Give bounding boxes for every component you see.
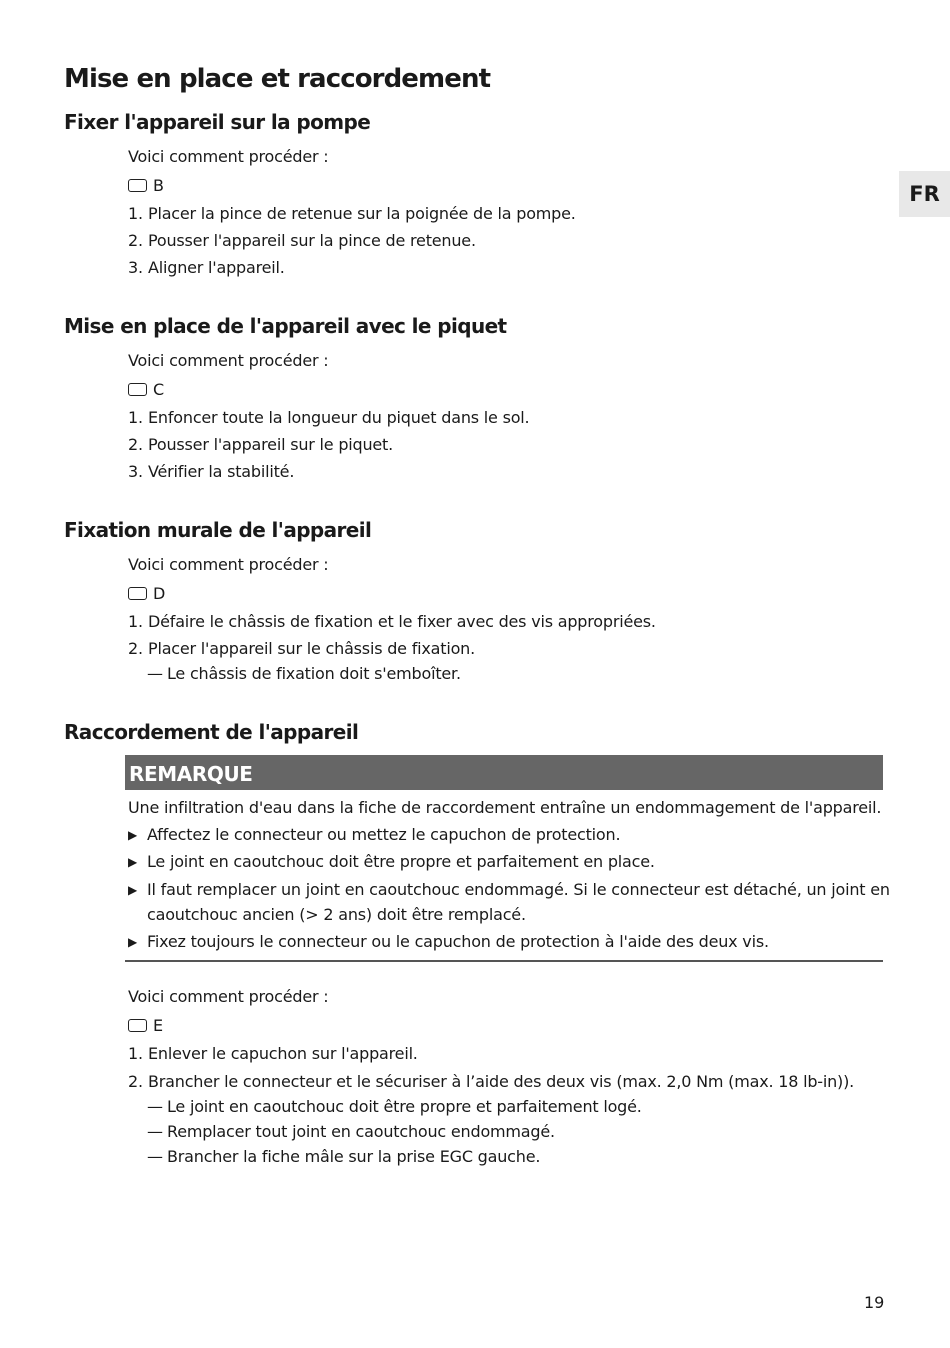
result-item: — Brancher la fiche mâle sur la prise EGC gauche. bbox=[147, 1147, 541, 1166]
figure-icon bbox=[128, 383, 147, 396]
list-item: 3. Aligner l'appareil. bbox=[128, 258, 285, 277]
result-item: — Le joint en caoutchouc doit être propre et parfaitement logé. bbox=[147, 1097, 642, 1116]
figure-reference: D bbox=[128, 584, 165, 603]
intro-text: Voici comment procéder : bbox=[128, 351, 329, 370]
result-item: — Le châssis de fixation doit s'emboîter. bbox=[147, 664, 461, 683]
notice-bullet: ▶ Il faut remplacer un joint en caoutchouc endommagé. Si le connecteur est détaché, un joint en bbox=[128, 880, 890, 899]
list-item: 1. Enfoncer toute la longueur du piquet dans le sol. bbox=[128, 408, 530, 427]
figure-reference: B bbox=[128, 176, 164, 195]
notice-text: Une infiltration d'eau dans la fiche de raccordement entraîne un endommagement de l'appareil. bbox=[128, 798, 882, 817]
list-item: 1. Défaire le châssis de fixation et le fixer avec des vis appropriées. bbox=[128, 612, 656, 631]
figure-icon bbox=[128, 1019, 147, 1032]
page-title: Mise en place et raccordement bbox=[64, 64, 491, 94]
list-item: 1. Placer la pince de retenue sur la poignée de la pompe. bbox=[128, 204, 576, 223]
notice-divider bbox=[125, 960, 883, 962]
section-title-wall: Fixation murale de l'appareil bbox=[64, 518, 372, 542]
intro-text: Voici comment procéder : bbox=[128, 555, 329, 574]
language-tab: FR bbox=[899, 171, 950, 217]
list-item: 2. Brancher le connecteur et le sécuriser à l’aide des deux vis (max. 2,0 Nm (max. 18 lb-in)). bbox=[128, 1072, 855, 1091]
list-item: 2. Placer l'appareil sur le châssis de fixation. bbox=[128, 639, 475, 658]
notice-bullet: ▶ Le joint en caoutchouc doit être propre et parfaitement en place. bbox=[128, 852, 655, 871]
notice-bullet: ▶ Fixez toujours le connecteur ou le capuchon de protection à l'aide des deux vis. bbox=[128, 932, 769, 951]
figure-reference: C bbox=[128, 380, 164, 399]
intro-text: Voici comment procéder : bbox=[128, 987, 329, 1006]
section-title-pump: Fixer l'appareil sur la pompe bbox=[64, 110, 371, 134]
triangle-bullet-icon: ▶ bbox=[128, 828, 138, 842]
triangle-bullet-icon: ▶ bbox=[128, 883, 138, 897]
list-item: 2. Pousser l'appareil sur le piquet. bbox=[128, 435, 394, 454]
list-item: 1. Enlever le capuchon sur l'appareil. bbox=[128, 1044, 418, 1063]
result-item: — Remplacer tout joint en caoutchouc endommagé. bbox=[147, 1122, 555, 1141]
intro-text: Voici comment procéder : bbox=[128, 147, 329, 166]
section-title-connection: Raccordement de l'appareil bbox=[64, 720, 359, 744]
list-item: 2. Pousser l'appareil sur la pince de retenue. bbox=[128, 231, 476, 250]
figure-reference: E bbox=[128, 1016, 163, 1035]
page-number: 19 bbox=[864, 1293, 885, 1312]
notice-bullet: ▶ Affectez le connecteur ou mettez le capuchon de protection. bbox=[128, 825, 621, 844]
notice-bullet-continuation: caoutchouc ancien (> 2 ans) doit être remplacé. bbox=[147, 905, 526, 924]
list-item: 3. Vérifier la stabilité. bbox=[128, 462, 295, 481]
triangle-bullet-icon: ▶ bbox=[128, 855, 138, 869]
triangle-bullet-icon: ▶ bbox=[128, 935, 138, 949]
section-title-stake: Mise en place de l'appareil avec le piquet bbox=[64, 314, 507, 338]
notice-header: REMARQUE bbox=[125, 755, 883, 790]
figure-icon bbox=[128, 587, 147, 600]
figure-icon bbox=[128, 179, 147, 192]
